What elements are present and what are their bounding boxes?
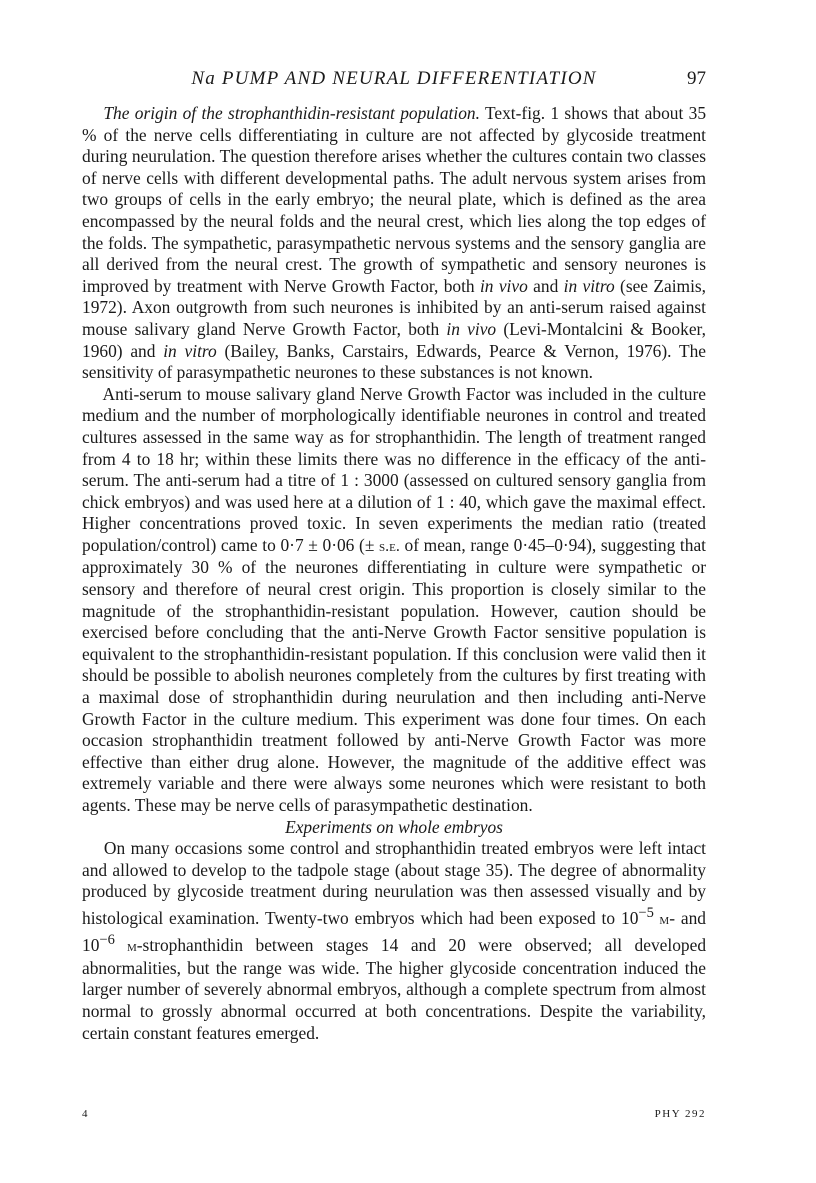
paragraph-1-text-b: and bbox=[527, 275, 564, 296]
paragraph-3 bbox=[82, 838, 706, 1044]
in-vitro-term-1: in vitro bbox=[563, 275, 615, 296]
page-number: 97 bbox=[687, 68, 706, 89]
exponent-2: −6 bbox=[99, 932, 115, 949]
page-header bbox=[82, 68, 706, 92]
standard-error-abbr: s.e. bbox=[379, 537, 400, 555]
in-vitro-term-2: in vitro bbox=[163, 340, 217, 361]
paragraph-2 bbox=[82, 384, 706, 817]
paragraph-1-text-c: (see Zaimis, 1972). Axon outgrowth from such neurones is inhibited by an anti-serum raised against mouse salivary gland Nerve Growth Factor, both bbox=[82, 275, 707, 339]
paragraph-3-text-c: -strophanthidin between stages 14 and 20 were observed; all developed abnormalities, but the range was wide. The higher glycoside concentration induced the larger number of severely abnormal embryos, although a complete spectrum from almost normal to grossly abnormal occurred at both concentrations. Despite the variability, certain constant features emerged. bbox=[82, 935, 707, 1043]
paragraph-1-text-e: (Bailey, Banks, Carstairs, Edwards, Pearce & Vernon, 1976). The sensitivity of parasympathetic neurones to these substances is not known. bbox=[82, 340, 706, 383]
page-footer bbox=[82, 1108, 706, 1124]
running-title: Na PUMP AND NEURAL DIFFERENTIATION bbox=[191, 68, 597, 89]
molar-unit-2: m bbox=[114, 938, 137, 956]
body-text bbox=[82, 103, 706, 1044]
paragraph-2-text-b: of mean, range 0·45–0·94), suggesting that approximately 30 % of the neurones differentiating in culture were sympathetic or sensory and therefore of neural crest origin. This proportion is closely similar to the magnitude of the strophanthidin-resistant population. However, caution should be exercised before concluding that the anti-Nerve Growth Factor sensitive population is equivalent to the strophanthidin-resistant population. If this conclusion were valid then it should be possible to abolish neurones completely from the cultures by first treating with a maximal dose of strophanthidin during neurulation and then including anti-Nerve Growth Factor in the culture medium. This experiment was done four times. On each occasion strophanthidin treatment followed by anti-Nerve Growth Factor was more effective than either drug alone. However, the magnitude of the additive effect was extremely variable and there were always some neurones which were resistant to both agents. These may be nerve cells of parasympathetic destination. bbox=[82, 534, 706, 815]
signature-mark: 4 bbox=[82, 1108, 88, 1120]
paragraph-1 bbox=[82, 103, 706, 384]
paragraph-3-text-a: On many occasions some control and strophanthidin treated embryos were left intact and allowed to develop to the tadpole stage (about stage 35). The degree of abnormality produced by glycoside treatment during neurulation was then assessed visually and by histological examination. Twenty-two embryos which had been exposed to 10 bbox=[82, 838, 707, 928]
in-vivo-term-1: in vivo bbox=[479, 275, 528, 296]
paragraph-1-text-a: Text-fig. 1 shows that about 35 % of the nerve cells differentiating in culture are not affected by glycoside treatment during neurulation. The question therefore arises whether the cultures contain two classes of nerve cells with different developmental paths. The adult nervous system arises from two groups of cells in the early embryo; the neural plate, which is defined as the area encompassed by the neural folds and the neural crest, which lies along the top edges of the folds. The sympathetic, parasympathetic nervous systems and the sensory ganglia are all derived from the neural crest. The growth of sympathetic and sensory neurones is improved by treatment with Nerve Growth Factor, both bbox=[82, 103, 707, 296]
section-heading: Experiments on whole embryos bbox=[285, 816, 503, 837]
paragraph-2-text-a: Anti-serum to mouse salivary gland Nerve Growth Factor was included in the culture medium and the number of morphologically identifiable neurones in control and treated cultures assessed in the same way as for strophanthidin. The length of treatment ranged from 4 to 18 hr; within these limits there was no difference in the efficacy of the anti-serum. The anti-serum had a titre of 1 : 3000 (assessed on cultured sensory ganglia from chick embryos) and was used here at a dilution of 1 : 40, which gave the maximal effect. Higher concentrations proved toxic. In seven experiments the median ratio (treated population/control) came to 0·7 ± 0·06 (± bbox=[82, 383, 707, 555]
paragraph-1-title: The origin of the strophanthidin-resistant population. bbox=[103, 103, 480, 123]
journal-code: PHY 292 bbox=[654, 1108, 706, 1120]
in-vivo-term-2: in vivo bbox=[446, 318, 497, 339]
exponent-1: −5 bbox=[638, 904, 654, 921]
paragraph-1-text-d: (Levi-Montalcini & Booker, 1960) and bbox=[82, 318, 706, 361]
paragraph-3-text-b: - and 10 bbox=[82, 907, 707, 956]
molar-unit-1: m bbox=[653, 910, 670, 928]
